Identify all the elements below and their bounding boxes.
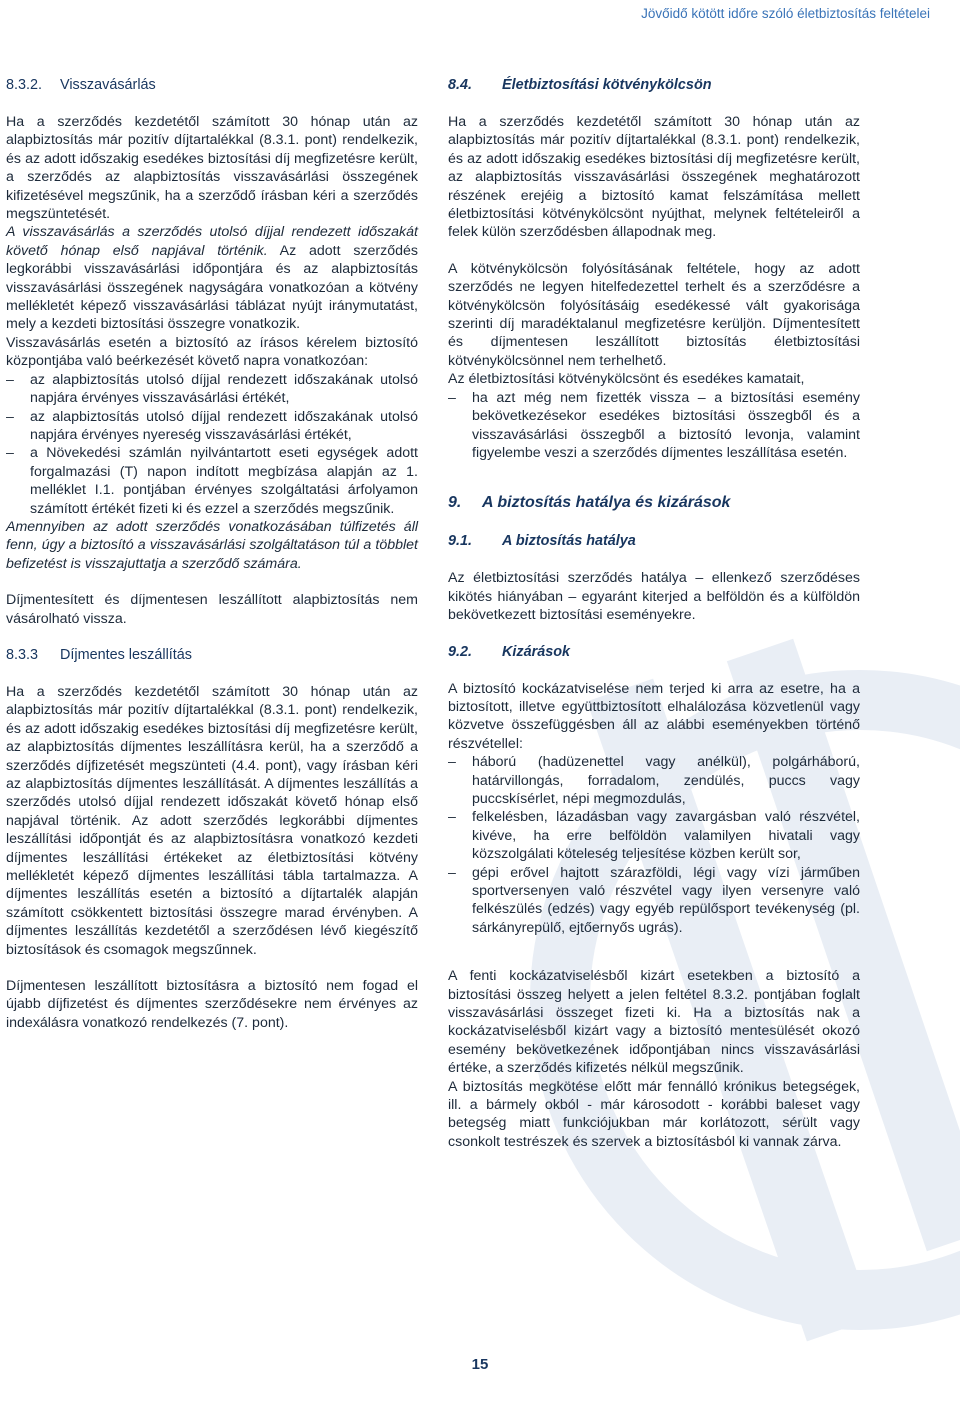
list-item: – az alapbiztosítás utolsó díjjal rendezett időszakának utolsó napjára érvényes visszavásárlási értékét,: [6, 371, 418, 408]
sentence: Az adott szerződés legkorábbi visszavásárlási időpontjára és az alapbiztosítás visszavásárlási összegének nagyságára vonatkozóan a kötvény mellékletét képező visszavásárlási táblázat nyújt iránymutatást, mely a kezdeti biztosítási összegre vonatkozik.: [6, 242, 418, 333]
list-item: – a Növekedési számlán nyilvántartott eseti egységek adott forgalmazási (T) napon indított megbízása alapján az 1. melléklet I.1. pontjában érvényes szolgáltatási árfolyamon számított értékét fizeti ki és ezzel a szerződés megszűnik.: [6, 444, 418, 518]
paragraph: A biztosítás megkötése előtt már fennálló krónikus betegségek, ill. a bármely okból - már károsodott - korábbi baleset vagy betegség miatt funkciójukban már korlátozott, sérült vagy csonkolt testrészek és szervek a biztosításból ki vannak zárva.: [448, 1078, 860, 1150]
dash-list: [6, 371, 418, 518]
paragraph: [6, 223, 418, 333]
running-header: Jövőidő kötött időre szóló életbiztosítás feltételei: [641, 6, 930, 21]
section-title: A biztosítás hatálya és kizárások: [482, 494, 731, 512]
section-heading-8-3-2: [6, 76, 418, 95]
right-column: [448, 76, 860, 1151]
paragraph: Ha a szerződés kezdetétől számított 30 hónap után az alapbiztosítás már pozitív díjtartalékkal (8.3.1. pont) rendelkezik, és az adott időszakig esedékes biztosítási díj megfizetésre került, az alapbiztosítás díjmentes leszállításra kerül, ha a szerződő a szerződés díjfizetését megszünteti (4.4. pont), vagy írásban kéri az alapbiztosítás díjmentes leszállítását. A díjmentes leszállítás a szerződés utolsó díjjal rendezett időszakát követő hónap első napjával történik. Az adott szerződés legkorábbi díjmentes leszállítási időpontját és az alapbiztosításra vonatkozó kezdeti díjmentes leszállítási értékeket az életbiztosítási kötvény mellékletét képező díjmentes leszállítási tábla tartalmazza. A díjmentes leszállítás esetén a biztosító a díjtartalék alapján számított csökkentett biztosítási összegre marad érvényben. A díjmentes leszállítás kezdetétől a szerződésen lévő kiegészítő biztosítások és csomagok megszűnnek.: [6, 683, 418, 958]
list-item: – gépi erővel hajtott szárazföldi, légi vagy vízi járműben sportversenyen való részvétel vagy ilyen versenyre való felkészülés (edzés) vagy egyéb repülősport tevékenység (pl. sárkányrepülő, ejtőernyős ugrás).: [448, 864, 860, 938]
list-item: – az alapbiztosítás utolsó díjjal rendezett időszakának utolsó napjára érvényes nyereség visszavásárlási értékét,: [6, 408, 418, 445]
section-number: 8.4.: [448, 77, 473, 93]
paragraph: Ha a szerződés kezdetétől számított 30 hónap után az alapbiztosítás már pozitív díjtartalékkal (8.3.1. pont) rendelkezik, és az adott időszakig esedékes biztosítási díj megfizetésre került, az alapbiztosítás visszavásárlási összegének meghatározott részének erejéig a biztosító kamat felszámítása mellett életbiztosítási kötvénykölcsönt nyújthat, melynek feltételeiről a felek külön szerződésben állapodnak meg.: [448, 114, 860, 241]
dash-list: [448, 753, 860, 937]
section-number: 9.1.: [448, 533, 473, 550]
paragraph: Díjmentesített és díjmentesen leszállított alapbiztosítás nem vásárolható vissza.: [6, 592, 418, 627]
paragraph: A biztosító kockázatviselése nem terjed ki arra az esetre, ha a biztosított, illetve együttbiztosított elhalálozása közvetlenül vagy közvetve összefüggésben áll az alábbi eseményekben történő részvétellel:: [448, 680, 860, 752]
paragraph: Díjmentesen leszállított biztosításra a biztosító nem fogad el újabb díjfizetést és díjmentes szerződésekre nem érvényes az indexálásra vonatkozó rendelkezés (7. pont).: [6, 978, 418, 1031]
section-title: Életbiztosítási kötvénykölcsön: [502, 77, 712, 93]
section-heading-8-3-3: [6, 646, 418, 665]
section-number: 9.: [448, 494, 462, 512]
section-heading-9-2: [448, 643, 860, 662]
section-heading-9-1: [448, 532, 860, 551]
section-title: Kizárások: [502, 643, 570, 660]
section-heading-8-4: [448, 76, 860, 95]
paragraph: A kötvénykölcsön folyósításának feltétele, hogy az adott szerződés ne legyen hitelfedezettel terhelt és a szerződésre a kötvénykölcsön folyósításáig esedékessé vált gyakorisága szerinti díj maradéktalanul megfizetésre kerüljön. Díjmentesített és díjmentesen leszállított biztosítás életbiztosítási kötvénykölcsönnel nem terhelhető.: [448, 260, 860, 369]
section-number: 8.3.2.: [6, 77, 43, 93]
section-title: Visszavásárlás: [60, 77, 156, 93]
dash-list: [448, 389, 860, 463]
paragraph: A fenti kockázatviselésből kizárt esetekben a biztosító a biztosítási összeg helyett a jelen feltétel 8.3.2. pontjában foglalt visszavásárlási összeget fizeti ki. Ha a biztosítás nak a kockázatviselésből kizárt vagy a biztosító mentesülését okozó esemény bekövetkezének időpontjában nincs visszavásárlási értéke, a szerződés kifizetés nélkül megszűnik.: [448, 968, 860, 1077]
list-item: – felkelésben, lázadásban vagy zavargásban való részvétel, kivéve, ha erre belföldön valamilyen hivatali vagy közszolgálati köteleség teljesítése közben került sor,: [448, 808, 860, 863]
paragraph: Az életbiztosítási szerződés hatálya – ellenkező szerződéses kikötés hiányában – egyaránt kiterjed a belföldön és a külföldön bekövetkezett biztosítási eseményekre.: [448, 570, 860, 624]
section-heading-9: [448, 492, 860, 514]
list-item: – háború (hadüzenettel vagy anélkül), polgárháború, határvillongás, forradalom, zendülés, puccs vagy puccskísérlet, népi megmozdulás,: [448, 753, 860, 808]
paragraph: Az életbiztosítási kötvénykölcsönt és esedékes kamatait,: [448, 371, 805, 388]
italic-sentence: A visszavásárlás a szerződés utolsó díjjal rendezett időszakát követő hónap első napjával történik.: [6, 224, 418, 259]
paragraph: Amennyiben az adott szerződés vonatkozásában túlfizetés áll fenn, úgy a biztosító a visszavásárlási szolgáltatáson túl a többlet befizetést is visszajuttatja a szerződő számára.: [6, 518, 418, 572]
section-title: A biztosítás hatálya: [502, 533, 636, 550]
list-item: – ha azt még nem fizették vissza – a biztosítási esemény bekövetkezésekor esedékes biztosítási összegből és a visszavásárlási összegből a biztosító levonja, valamint figyelembe veszi a szerződés díjmentes leszállítása esetén.: [448, 389, 860, 463]
paragraph: Ha a szerződés kezdetétől számított 30 hónap után az alapbiztosítás már pozitív díjtartalékkal (8.3.1. pont) rendelkezik, és az adott időszakig esedékes biztosítási díj megfizetésre került, a szerződés az alapbiztosítás visszavásárlási összegének kifizetésével megszűnik, ha a szerződő írásban kéri a szerződés megszüntetését.: [6, 114, 418, 223]
page-number: 15: [471, 1356, 489, 1373]
section-title: Díjmentes leszállítás: [60, 646, 192, 663]
section-number: 8.3.3: [6, 646, 39, 663]
section-number: 9.2.: [448, 643, 473, 660]
left-column: [6, 76, 418, 1032]
paragraph: Visszavásárlás esetén a biztosító az írásos kérelem biztosító központjába való beérkezését követő napra vonatkozóan:: [6, 334, 418, 370]
